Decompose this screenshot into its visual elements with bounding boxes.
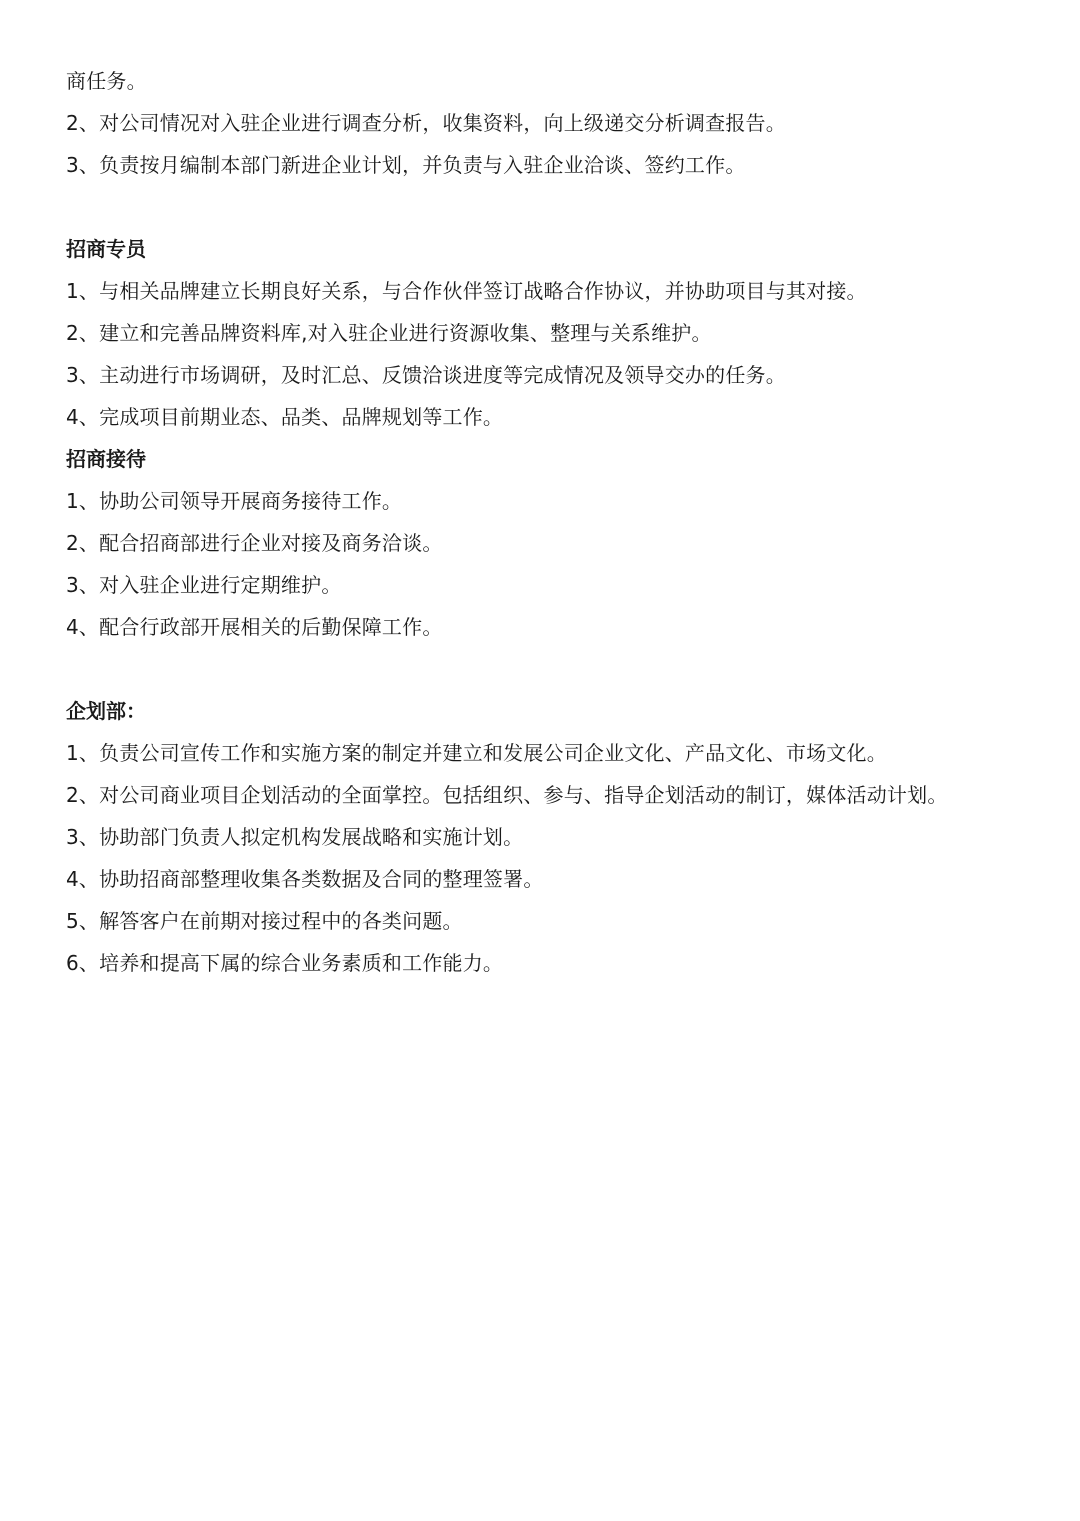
zhaoshang-jiedai-section — [66, 438, 1056, 648]
list-item: 3、主动进行市场调研，及时汇总、反馈洽谈进度等完成情况及领导交办的任务。 — [66, 363, 786, 387]
section-heading: 招商接待 — [66, 447, 146, 471]
document-page — [66, 60, 1056, 984]
section-heading: 招商专员 — [66, 237, 146, 261]
list-item: 2、对公司商业项目企划活动的全面掌控。包括组织、参与、指导企划活动的制订，媒体活动计划。 — [66, 783, 948, 807]
intro-section — [66, 60, 1056, 186]
list-item: 3、对入驻企业进行定期维护。 — [66, 573, 342, 597]
list-item: 6、培养和提高下属的综合业务素质和工作能力。 — [66, 951, 504, 975]
section-gap — [66, 186, 1056, 228]
list-item: 2、建立和完善品牌资料库,对入驻企业进行资源收集、整理与关系维护。 — [66, 321, 712, 345]
list-item: 5、解答客户在前期对接过程中的各类问题。 — [66, 909, 463, 933]
section-heading: 企划部： — [66, 699, 146, 723]
intro-line-2: 2、对公司情况对入驻企业进行调查分析，收集资料，向上级递交分析调查报告。 — [66, 111, 786, 135]
list-item: 1、负责公司宣传工作和实施方案的制定并建立和发展公司企业文化、产品文化、市场文化。 — [66, 741, 887, 765]
list-item: 1、与相关品牌建立长期良好关系，与合作伙伴签订战略合作协议，并协助项目与其对接。 — [66, 279, 867, 303]
qihua-bu-section — [66, 690, 1056, 984]
list-item: 1、协助公司领导开展商务接待工作。 — [66, 489, 403, 513]
list-item: 4、配合行政部开展相关的后勤保障工作。 — [66, 615, 443, 639]
zhaoshang-zhuanyuan-section — [66, 228, 1056, 438]
list-item: 4、协助招商部整理收集各类数据及合同的整理签署。 — [66, 867, 544, 891]
list-item: 3、协助部门负责人拟定机构发展战略和实施计划。 — [66, 825, 524, 849]
list-item: 4、完成项目前期业态、品类、品牌规划等工作。 — [66, 405, 504, 429]
intro-line-1: 商任务。 — [66, 69, 147, 93]
section-gap — [66, 648, 1056, 690]
intro-line-3: 3、负责按月编制本部门新进企业计划，并负责与入驻企业洽谈、签约工作。 — [66, 153, 746, 177]
list-item: 2、配合招商部进行企业对接及商务洽谈。 — [66, 531, 443, 555]
